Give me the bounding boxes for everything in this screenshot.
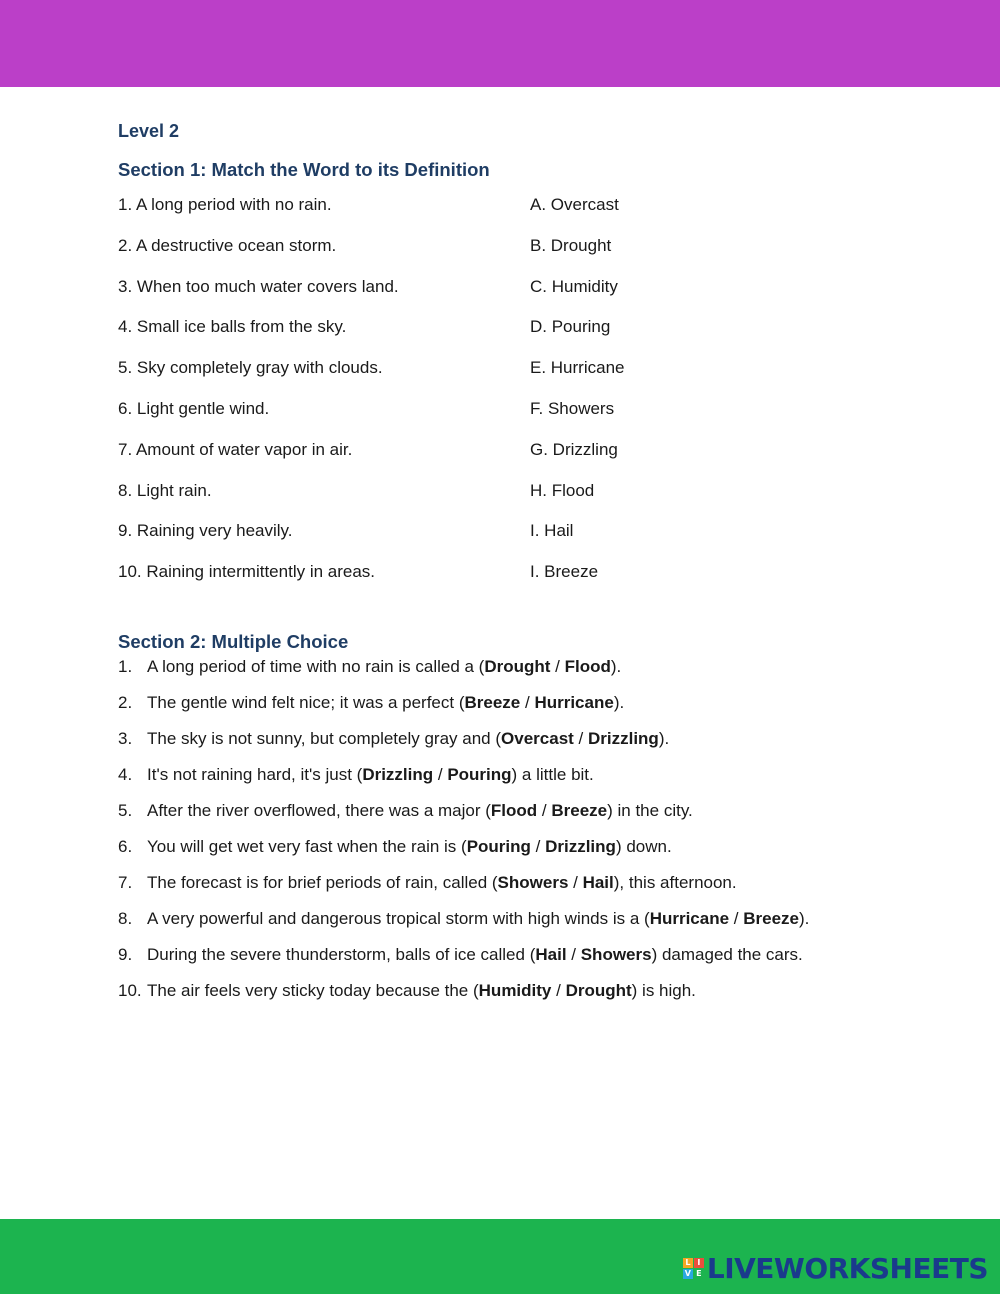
- mc-separator: /: [520, 692, 535, 712]
- mc-sentence: [147, 765, 594, 801]
- mc-text-before: The air feels very sticky today because the (: [147, 980, 479, 1000]
- section2-title: Section 2: Multiple Choice: [118, 630, 349, 652]
- mc-text-after: ) a little bit.: [511, 764, 594, 784]
- match-row: [118, 481, 918, 522]
- mc-option-2[interactable]: Flood: [564, 656, 611, 676]
- match-definition: 1. A long period with no rain.: [118, 195, 332, 214]
- mc-number: 5.: [118, 800, 133, 820]
- match-answer: I. Hail: [530, 521, 574, 541]
- mc-separator: /: [573, 728, 588, 748]
- mc-option-2[interactable]: Drizzling: [545, 836, 616, 856]
- match-definition: 10. Raining intermittently in areas.: [118, 562, 376, 582]
- match-answer: D. Pouring: [530, 317, 611, 337]
- match-definition: 5. Sky completely gray with clouds.: [118, 358, 383, 378]
- mc-item: [118, 765, 918, 801]
- mc-sentence: [147, 981, 696, 1017]
- match-definition: 4. Small ice balls from the sky.: [118, 317, 347, 337]
- match-definition: 8. Light rain.: [118, 480, 212, 500]
- match-row: [118, 195, 918, 236]
- match-row: [118, 277, 918, 318]
- mc-text-before: You will get wet very fast when the rain is (: [147, 836, 467, 856]
- liveworksheets-logo-icon: [683, 1258, 704, 1279]
- mc-item: [118, 945, 918, 981]
- match-answer: C. Humidity: [530, 276, 618, 296]
- mc-option-2[interactable]: Drought: [565, 980, 632, 1000]
- match-answer: I. Breeze: [530, 562, 599, 582]
- mc-sentence: [147, 945, 803, 981]
- match-answer: H. Flood: [530, 480, 595, 500]
- mc-number: 9.: [118, 944, 133, 964]
- mc-text-before: The gentle wind felt nice; it was a perfect (: [147, 692, 465, 712]
- mc-text-before: A very powerful and dangerous tropical storm with high winds is a (: [147, 908, 650, 928]
- level-heading: Level 2: [118, 121, 180, 141]
- logo-tile: V: [684, 1268, 691, 1278]
- mc-item: [118, 909, 918, 945]
- match-answer: E. Hurricane: [530, 358, 625, 378]
- mc-sentence: [147, 837, 672, 873]
- match-answer: B. Drought: [530, 235, 612, 255]
- mc-text-after: ).: [610, 656, 622, 676]
- mc-text-after: ), this afternoon.: [613, 872, 737, 892]
- match-definition: 7. Amount of water vapor in air.: [118, 439, 353, 459]
- section1-title: Section 1: Match the Word to its Definition: [118, 159, 490, 180]
- mc-text-before: A long period of time with no rain is called a (: [147, 656, 485, 676]
- mc-number: 4.: [118, 764, 133, 784]
- match-definition: 9. Raining very heavily.: [118, 521, 293, 541]
- mc-sentence: [147, 693, 624, 729]
- mc-separator: /: [551, 980, 566, 1000]
- mc-separator: /: [530, 836, 546, 856]
- mc-item: [118, 873, 918, 909]
- match-row: [118, 358, 918, 399]
- mc-option-2[interactable]: Breeze: [551, 800, 608, 820]
- liveworksheets-logo[interactable]: [683, 1250, 988, 1286]
- mc-item: [118, 729, 918, 765]
- mc-number: 6.: [118, 836, 133, 856]
- mc-text-after: ) in the city.: [607, 800, 693, 820]
- match-definition: 3. When too much water covers land.: [118, 276, 399, 296]
- mc-text-before: During the severe thunderstorm, balls of ice called (: [147, 944, 536, 964]
- mc-sentence: [147, 873, 737, 909]
- logo-tile: L: [683, 1258, 693, 1268]
- mc-sentence: [147, 729, 669, 765]
- mc-item: [118, 693, 918, 729]
- mc-option-2[interactable]: Hail: [582, 872, 614, 892]
- match-row: [118, 317, 918, 358]
- match-row: [118, 399, 918, 440]
- mc-separator: /: [550, 656, 565, 676]
- mc-option-1[interactable]: Showers: [497, 872, 569, 892]
- mc-number: 10.: [118, 980, 142, 1000]
- mc-option-2[interactable]: Showers: [580, 944, 652, 964]
- logo-tile: I: [694, 1258, 704, 1268]
- match-row: [118, 562, 918, 603]
- mc-option-1[interactable]: Drizzling: [362, 764, 434, 784]
- mc-option-1[interactable]: Hurricane: [649, 908, 730, 928]
- mc-text-before: After the river overflowed, there was a major (: [147, 800, 491, 820]
- match-answer: A. Overcast: [530, 195, 619, 214]
- mc-text-after: ).: [658, 728, 670, 748]
- mc-option-2[interactable]: Pouring: [447, 764, 512, 784]
- match-definition: 6. Light gentle wind.: [118, 398, 270, 418]
- mc-separator: /: [433, 764, 448, 784]
- mc-text-after: ) is high.: [631, 980, 696, 1000]
- match-row: [118, 521, 918, 562]
- mc-option-2[interactable]: Breeze: [743, 908, 799, 928]
- match-row: [118, 236, 918, 277]
- multiple-choice-list: [118, 657, 918, 1017]
- match-answer: F. Showers: [530, 398, 615, 418]
- mc-option-1[interactable]: Drought: [484, 656, 551, 676]
- match-answer: G. Drizzling: [530, 439, 618, 459]
- mc-text-after: ).: [799, 908, 810, 928]
- mc-option-1[interactable]: Hail: [535, 944, 567, 964]
- mc-option-2[interactable]: Drizzling: [587, 728, 659, 748]
- mc-text-before: The sky is not sunny, but completely gray and (: [147, 728, 502, 748]
- mc-separator: /: [566, 944, 581, 964]
- match-row: [118, 440, 918, 481]
- match-definition: 2. A destructive ocean storm.: [118, 235, 337, 255]
- mc-number: 7.: [118, 872, 133, 892]
- mc-number: 3.: [118, 728, 133, 748]
- mc-sentence: [147, 801, 693, 837]
- mc-option-1[interactable]: Humidity: [478, 980, 552, 1000]
- mc-item: [118, 801, 918, 837]
- mc-option-1[interactable]: Overcast: [501, 728, 574, 748]
- liveworksheets-logo-text: LIVEWORKSHEETS: [706, 1251, 988, 1285]
- mc-sentence: [147, 909, 809, 945]
- logo-tile: E: [694, 1269, 704, 1279]
- mc-sentence: [147, 657, 621, 693]
- mc-number: 8.: [118, 908, 133, 928]
- mc-separator: /: [568, 872, 583, 892]
- mc-text-before: It's not raining hard, it's just (: [147, 764, 363, 784]
- mc-number: 1.: [118, 656, 133, 676]
- mc-text-before: The forecast is for brief periods of rain, called (: [147, 872, 498, 892]
- mc-option-1[interactable]: Pouring: [466, 836, 531, 856]
- mc-option-2[interactable]: Hurricane: [534, 692, 614, 712]
- mc-separator: /: [537, 800, 552, 820]
- mc-text-after: ) damaged the cars.: [651, 944, 803, 964]
- mc-item: [118, 981, 918, 1017]
- top-banner: [0, 0, 1000, 87]
- mc-separator: /: [729, 908, 744, 928]
- mc-text-after: ) down.: [615, 836, 672, 856]
- mc-item: [118, 657, 918, 693]
- match-list: [118, 195, 918, 603]
- mc-option-1[interactable]: Flood: [490, 800, 538, 820]
- worksheet-content: [118, 118, 918, 1017]
- mc-option-1[interactable]: Breeze: [464, 692, 521, 712]
- mc-number: 2.: [118, 692, 133, 712]
- mc-item: [118, 837, 918, 873]
- mc-text-after: ).: [613, 692, 625, 712]
